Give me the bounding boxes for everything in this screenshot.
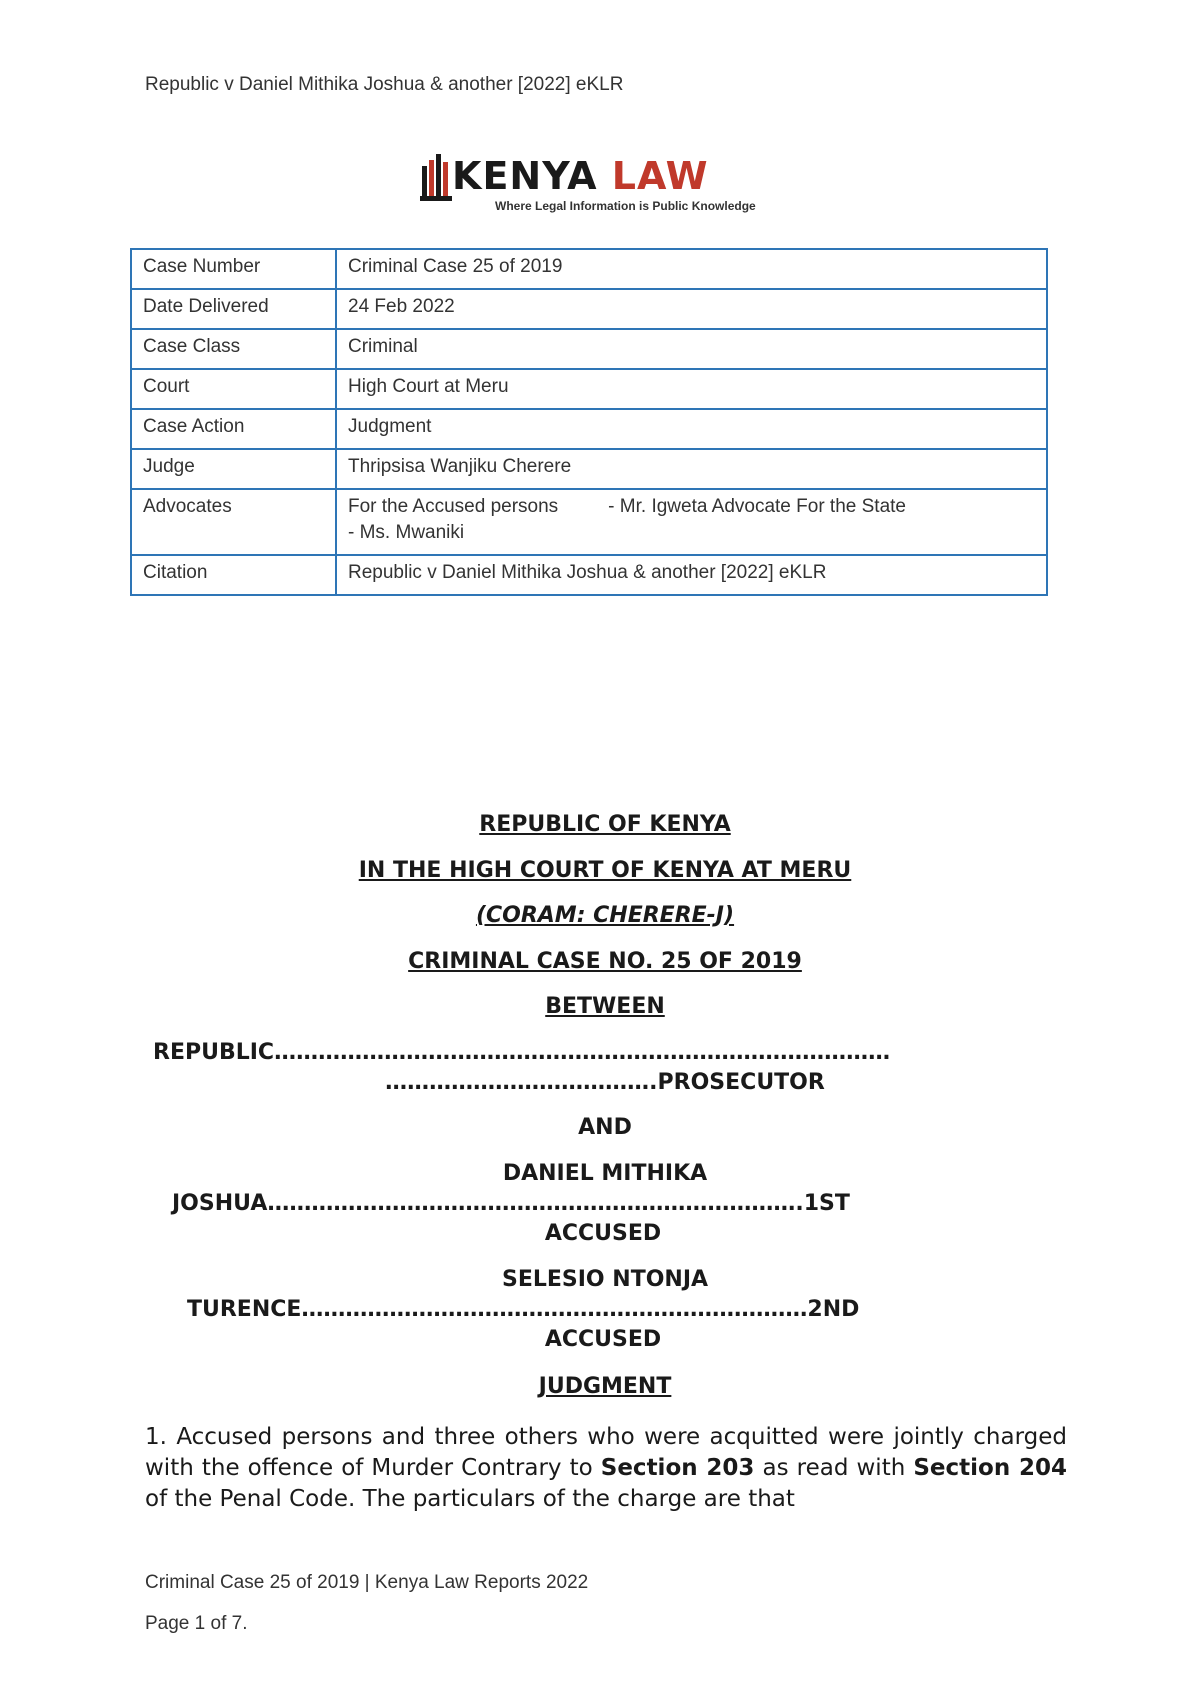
meta-value: High Court at Meru bbox=[336, 369, 1047, 409]
para1-mid: as read with bbox=[754, 1455, 914, 1481]
meta-label: Advocates bbox=[131, 489, 336, 555]
heading-court: IN THE HIGH COURT OF KENYA AT MERU bbox=[358, 858, 852, 883]
para1-section-204: Section 204 bbox=[913, 1455, 1067, 1481]
table-row bbox=[131, 289, 1047, 329]
accused1-line3: ACCUSED bbox=[544, 1221, 662, 1246]
table-row bbox=[131, 369, 1047, 409]
heading-republic: REPUBLIC OF KENYA bbox=[479, 812, 731, 837]
meta-label: Citation bbox=[131, 555, 336, 595]
heading-and: AND bbox=[578, 1115, 632, 1140]
heading-case-number: CRIMINAL CASE NO. 25 OF 2019 bbox=[408, 949, 802, 974]
logo-tagline: Where Legal Information is Public Knowledge bbox=[495, 199, 756, 213]
para1-tail: of the Penal Code. The particulars of the charge are that bbox=[145, 1486, 795, 1512]
meta-value: Criminal Case 25 of 2019 bbox=[336, 249, 1047, 289]
logo-name-part1: KENYA bbox=[452, 154, 612, 198]
advocates-state: - Mr. Igweta Advocate For the State bbox=[608, 496, 906, 517]
paragraph-1 bbox=[145, 1422, 1067, 1515]
meta-value-advocates bbox=[336, 489, 1047, 555]
heading-coram: (CORAM: CHERERE-J) bbox=[475, 903, 735, 928]
table-row bbox=[131, 449, 1047, 489]
logo-wordmark bbox=[452, 156, 709, 196]
case-metadata-table bbox=[130, 248, 1048, 596]
kenya-law-logo bbox=[418, 152, 756, 218]
advocates-accused: For the Accused persons bbox=[348, 496, 559, 517]
columns-icon bbox=[418, 152, 454, 202]
table-row bbox=[131, 329, 1047, 369]
accused2-line1: SELESIO NTONJA bbox=[501, 1267, 709, 1292]
meta-value: Republic v Daniel Mithika Joshua & another [2022] eKLR bbox=[336, 555, 1047, 595]
para1-section-203: Section 203 bbox=[600, 1455, 755, 1481]
meta-label: Date Delivered bbox=[131, 289, 336, 329]
advocates-line2: - Ms. Mwaniki bbox=[348, 522, 465, 543]
running-header: Republic v Daniel Mithika Joshua & another [2022] eKLR bbox=[145, 74, 624, 95]
logo-name-part2: LAW bbox=[611, 154, 709, 198]
meta-label: Case Class bbox=[131, 329, 336, 369]
meta-label: Case Number bbox=[131, 249, 336, 289]
accused1-line1: DANIEL MITHIKA bbox=[502, 1161, 708, 1186]
footer-page-number: Page 1 of 7. bbox=[145, 1613, 248, 1634]
prosecutor-line1: REPUBLIC………………………………………………………………………… bbox=[153, 1040, 891, 1065]
table-row bbox=[131, 249, 1047, 289]
footer-case-info: Criminal Case 25 of 2019 | Kenya Law Reports 2022 bbox=[145, 1572, 589, 1593]
meta-value: Judgment bbox=[336, 409, 1047, 449]
accused1-line2: JOSHUA……………………………………………………………….1ST bbox=[172, 1191, 850, 1216]
meta-label: Court bbox=[131, 369, 336, 409]
table-row bbox=[131, 409, 1047, 449]
meta-value: 24 Feb 2022 bbox=[336, 289, 1047, 329]
accused2-line3: ACCUSED bbox=[544, 1327, 662, 1352]
meta-value: Thripsisa Wanjiku Cherere bbox=[336, 449, 1047, 489]
prosecutor-line2: ……………………………….PROSECUTOR bbox=[385, 1070, 825, 1095]
heading-between: BETWEEN bbox=[545, 994, 665, 1019]
heading-judgment: JUDGMENT bbox=[538, 1374, 672, 1399]
table-row bbox=[131, 555, 1047, 595]
meta-label: Judge bbox=[131, 449, 336, 489]
table-row-advocates bbox=[131, 489, 1047, 555]
para1-lead: 1. Accused persons and three others who were acquitted were jointly charged with the offence of Murder Contrary to bbox=[145, 1424, 1067, 1481]
meta-value: Criminal bbox=[336, 329, 1047, 369]
accused2-line2: TURENCE……………………………………………………………2ND bbox=[187, 1297, 860, 1322]
meta-label: Case Action bbox=[131, 409, 336, 449]
